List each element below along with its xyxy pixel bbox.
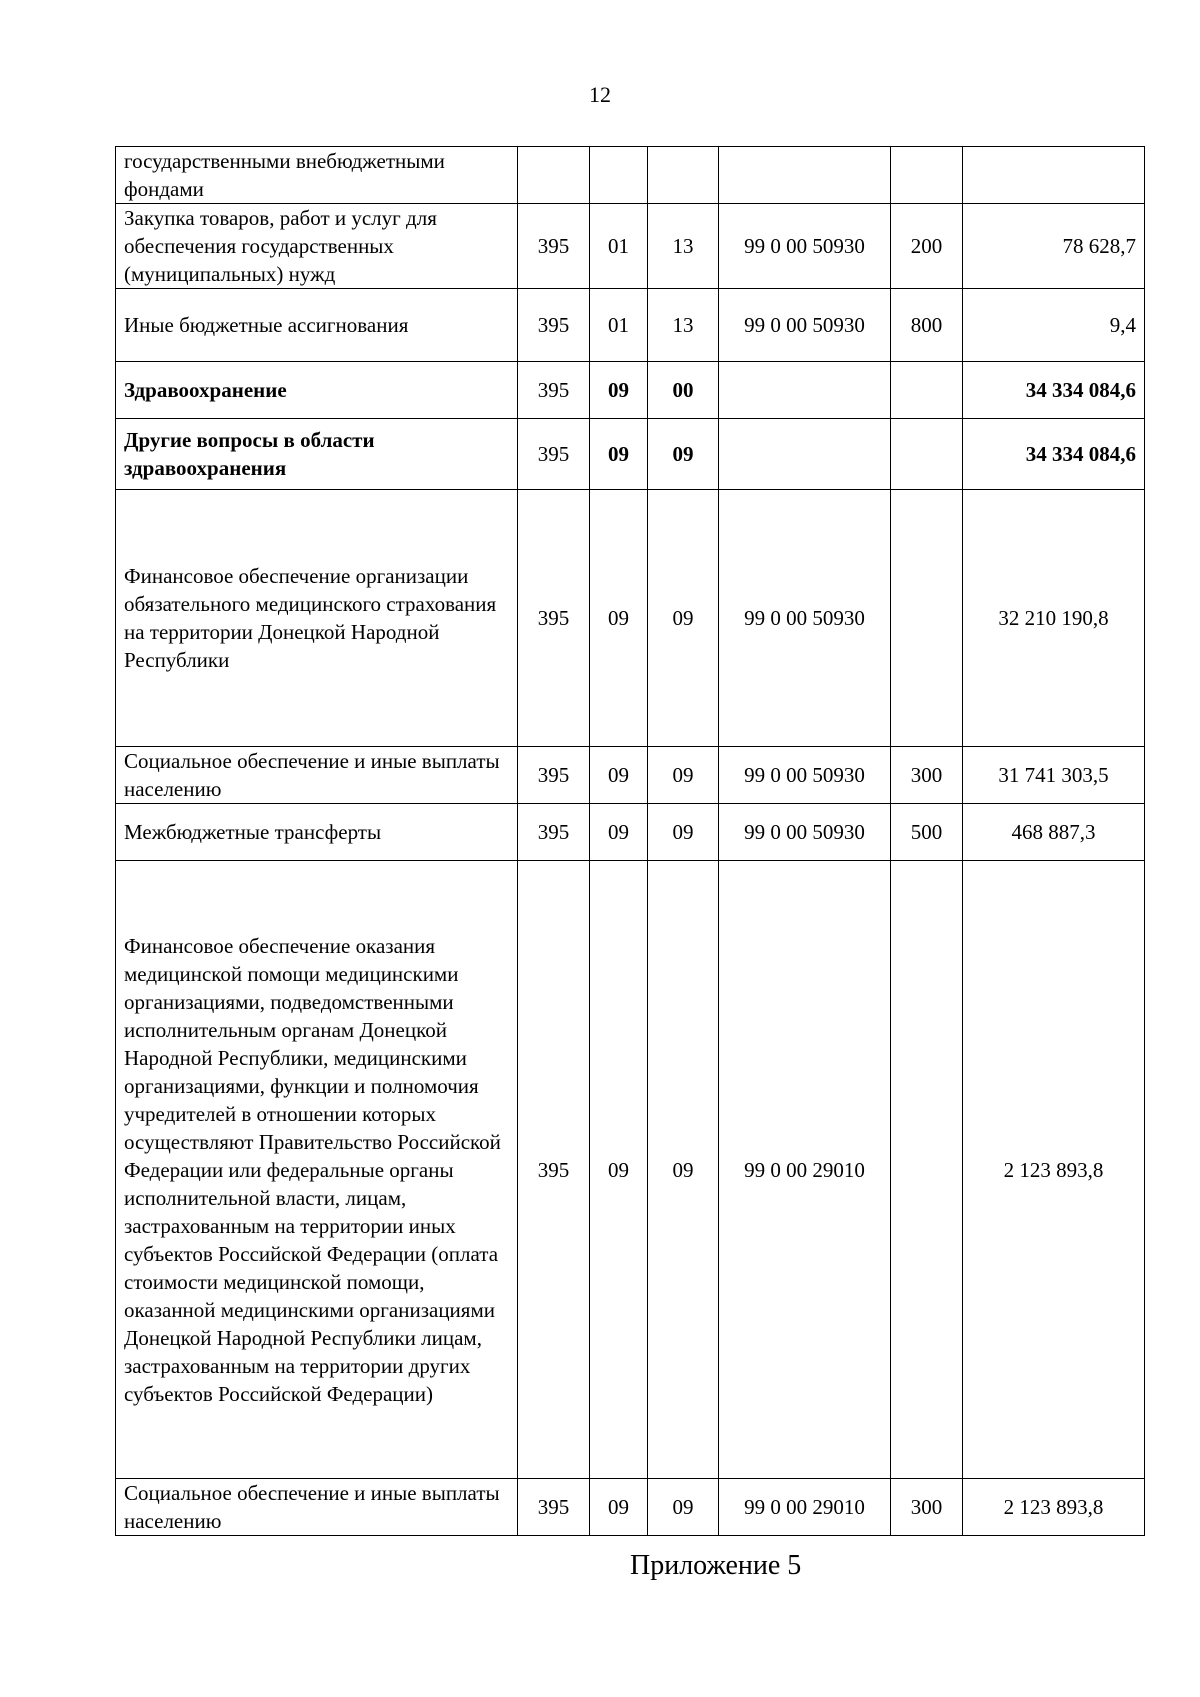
row-vr: 300	[891, 1479, 963, 1536]
row-sum: 468 887,3	[963, 804, 1145, 861]
row-name: Здравоохранение	[116, 362, 518, 419]
row-ved: 395	[518, 804, 590, 861]
table-row	[116, 490, 1145, 747]
row-vr	[891, 861, 963, 1479]
row-rz: 09	[590, 362, 648, 419]
budget-table	[115, 146, 1145, 1536]
row-csr: 99 0 00 50930	[719, 204, 891, 289]
row-sum: 31 741 303,5	[963, 747, 1145, 804]
row-vr	[891, 362, 963, 419]
row-csr: 99 0 00 50930	[719, 490, 891, 747]
row-rz: 09	[590, 1479, 648, 1536]
row-ved: 395	[518, 289, 590, 362]
row-pr: 13	[648, 204, 719, 289]
table-row	[116, 147, 1145, 204]
row-rz: 09	[590, 747, 648, 804]
row-vr	[891, 490, 963, 747]
row-rz: 09	[590, 861, 648, 1479]
row-name: Закупка товаров, работ и услуг для обеспечения государственных (муниципальных) нужд	[116, 204, 518, 289]
row-rz: 01	[590, 204, 648, 289]
table-row	[116, 804, 1145, 861]
row-ved: 395	[518, 362, 590, 419]
row-ved: 395	[518, 861, 590, 1479]
row-vr: 500	[891, 804, 963, 861]
row-csr	[719, 362, 891, 419]
row-ved: 395	[518, 1479, 590, 1536]
row-ved: 395	[518, 490, 590, 747]
row-name: Финансовое обеспечение оказания медицинской помощи медицинскими организациями, подведомственными исполнительным органам Донецкой Народной Республики, медицинскими организациями, функции и полномочия учредителей в отношении которых осуществляют Правительство Российской Федерации или федеральные органы исполнительной власти, лицам, застрахованным на территории иных субъектов Российской Федерации (оплата стоимости медицинской помощи, оказанной медицинскими организациями Донецкой Народной Республики лицам, застрахованным на территории других субъектов Российской Федерации)	[116, 861, 518, 1479]
row-name: Социальное обеспечение и иные выплаты населению	[116, 1479, 518, 1536]
row-pr: 09	[648, 804, 719, 861]
row-name: Финансовое обеспечение организации обязательного медицинского страхования на территории Донецкой Народной Республики	[116, 490, 518, 747]
row-name: Другие вопросы в области здравоохранения	[116, 419, 518, 490]
row-ved: 395	[518, 747, 590, 804]
row-name: Социальное обеспечение и иные выплаты населению	[116, 747, 518, 804]
table-row	[116, 861, 1145, 1479]
row-rz: 09	[590, 804, 648, 861]
page-number: 12	[589, 82, 611, 107]
row-name: Иные бюджетные ассигнования	[116, 289, 518, 362]
row-sum: 2 123 893,8	[963, 1479, 1145, 1536]
row-csr	[719, 419, 891, 490]
row-csr: 99 0 00 29010	[719, 1479, 891, 1536]
row-pr: 09	[648, 419, 719, 490]
row-rz	[590, 147, 648, 204]
row-rz: 09	[590, 419, 648, 490]
row-name: Межбюджетные трансферты	[116, 804, 518, 861]
row-pr: 13	[648, 289, 719, 362]
row-pr: 00	[648, 362, 719, 419]
row-ved	[518, 147, 590, 204]
row-sum: 34 334 084,6	[963, 362, 1145, 419]
row-csr	[719, 147, 891, 204]
table-row	[116, 362, 1145, 419]
table-row	[116, 747, 1145, 804]
row-pr: 09	[648, 490, 719, 747]
row-pr: 09	[648, 747, 719, 804]
row-ved: 395	[518, 419, 590, 490]
row-rz: 09	[590, 490, 648, 747]
row-name: государственными внебюджетными фондами	[116, 147, 518, 204]
row-vr: 200	[891, 204, 963, 289]
row-sum: 34 334 084,6	[963, 419, 1145, 490]
row-csr: 99 0 00 50930	[719, 289, 891, 362]
row-rz: 01	[590, 289, 648, 362]
row-vr: 800	[891, 289, 963, 362]
row-sum: 2 123 893,8	[963, 861, 1145, 1479]
row-ved: 395	[518, 204, 590, 289]
row-csr: 99 0 00 50930	[719, 747, 891, 804]
row-pr: 09	[648, 861, 719, 1479]
row-sum: 78 628,7	[963, 204, 1145, 289]
row-pr	[648, 147, 719, 204]
appendix-title: Приложение 5	[630, 1550, 802, 1581]
table-row	[116, 1479, 1145, 1536]
table-row	[116, 289, 1145, 362]
row-pr: 09	[648, 1479, 719, 1536]
row-sum: 32 210 190,8	[963, 490, 1145, 747]
row-sum: 9,4	[963, 289, 1145, 362]
row-sum	[963, 147, 1145, 204]
row-vr	[891, 419, 963, 490]
table-row	[116, 204, 1145, 289]
row-csr: 99 0 00 50930	[719, 804, 891, 861]
table-row	[116, 419, 1145, 490]
row-csr: 99 0 00 29010	[719, 861, 891, 1479]
row-vr: 300	[891, 747, 963, 804]
row-vr	[891, 147, 963, 204]
